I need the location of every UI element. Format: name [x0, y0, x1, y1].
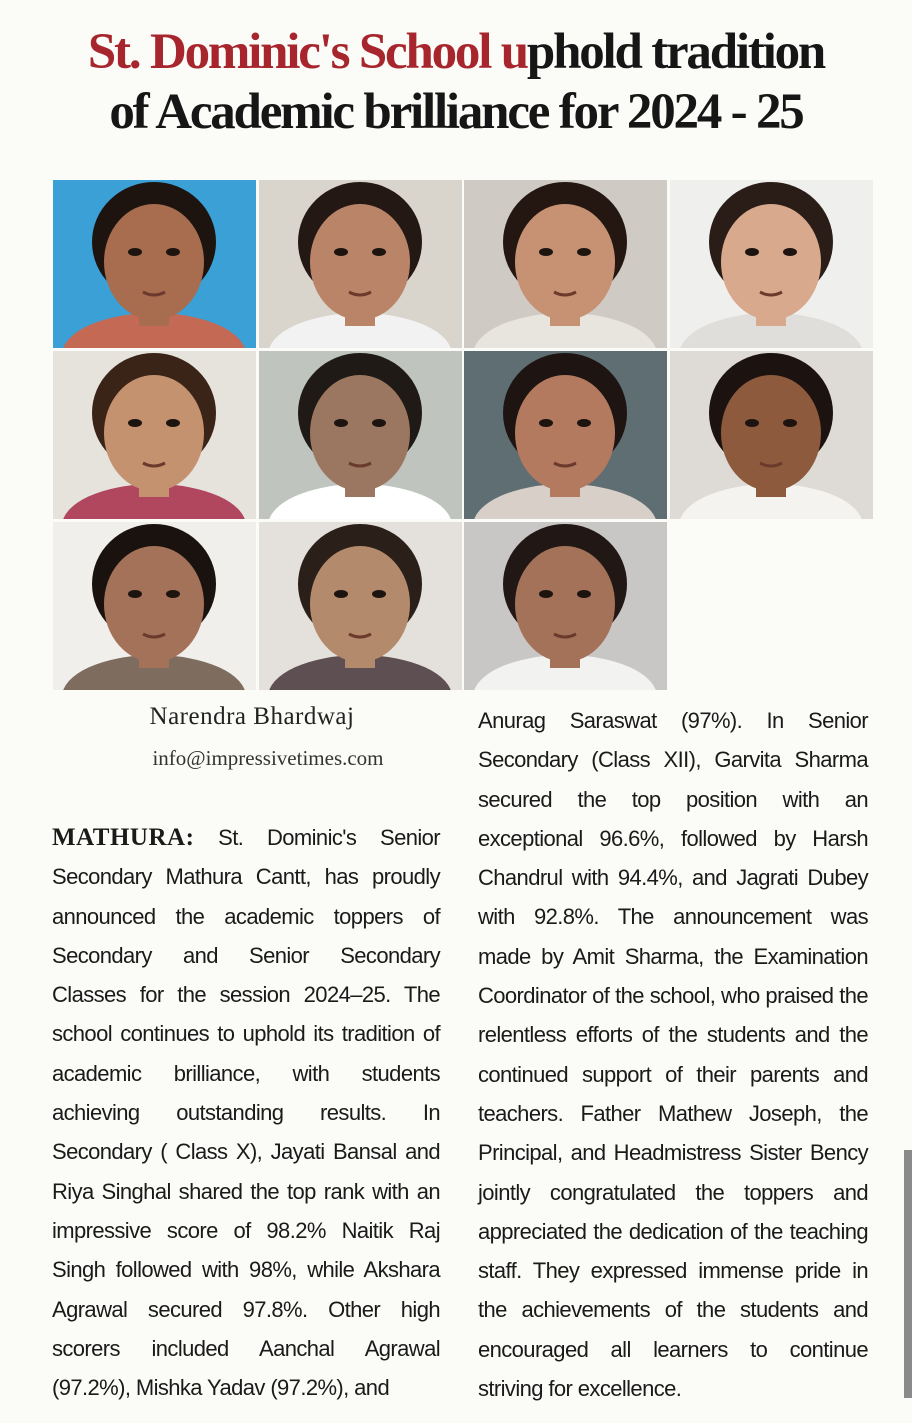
student-photo [259, 180, 462, 348]
student-photo [53, 351, 256, 519]
student-photo-grid [53, 180, 873, 690]
student-photo [53, 180, 256, 348]
article-text-1: St. Dominic's Senior Secondary Mathura Cantt, has proudly announced the academic toppers of Secondary and Senior Secondary Classes for the session 2024–25. The school continues to uphold its tradition of academic brilliance, with students achieving outstanding results. In Secondary ( Class X), Jayati Bansal and Riya Singhal shared the top rank with an impressive score of 98.2% Naitik Raj Singh followed with 98%, while Akshara Agrawal secured 97.8%. Other high scorers included Aanchal Agrawal (97.2%), Mishka Yadav (97.2%), and [52, 825, 440, 1401]
article-column-1 [52, 818, 440, 1407]
student-photo [464, 180, 667, 348]
headline-line-1 [20, 22, 892, 82]
author-name: Narendra Bhardwaj [149, 703, 355, 730]
page-edge-bar [904, 1150, 912, 1398]
student-photo [670, 180, 873, 348]
student-photo [464, 351, 667, 519]
author-email: info@impressivetimes.com [152, 746, 384, 770]
headline-line-2: of Academic brilliance for 2024 - 25 [109, 84, 803, 140]
headline-line-1-rest: phold tradition [526, 24, 825, 80]
student-photo [464, 522, 667, 690]
dateline: MATHURA: [52, 824, 195, 851]
article-column-2: Anurag Saraswat (97%). In Senior Secondary (Class XII), Garvita Sharma secured the top position with an exceptional 96.6%, followed by Harsh Chandrul with 94.4%, and Jagrati Dubey with 92.8%. The announcement was made by Amit Sharma, the Examination Coordinator of the school, who praised the relentless efforts of the students and the continued support of their parents and teachers. Father Mathew Joseph, the Principal, and Headmistress Sister Bency jointly congratulated the toppers and appreciated the dedication of the teaching staff. They expressed immense pride in the achievements of the students and encouraged all learners to continue striving for excellence. [478, 708, 868, 1402]
student-photo [53, 522, 256, 690]
student-photo [259, 522, 462, 690]
student-photo [259, 351, 462, 519]
headline [20, 22, 892, 142]
student-photo [670, 351, 873, 519]
headline-school-name: St. Dominic's School u [87, 24, 527, 80]
